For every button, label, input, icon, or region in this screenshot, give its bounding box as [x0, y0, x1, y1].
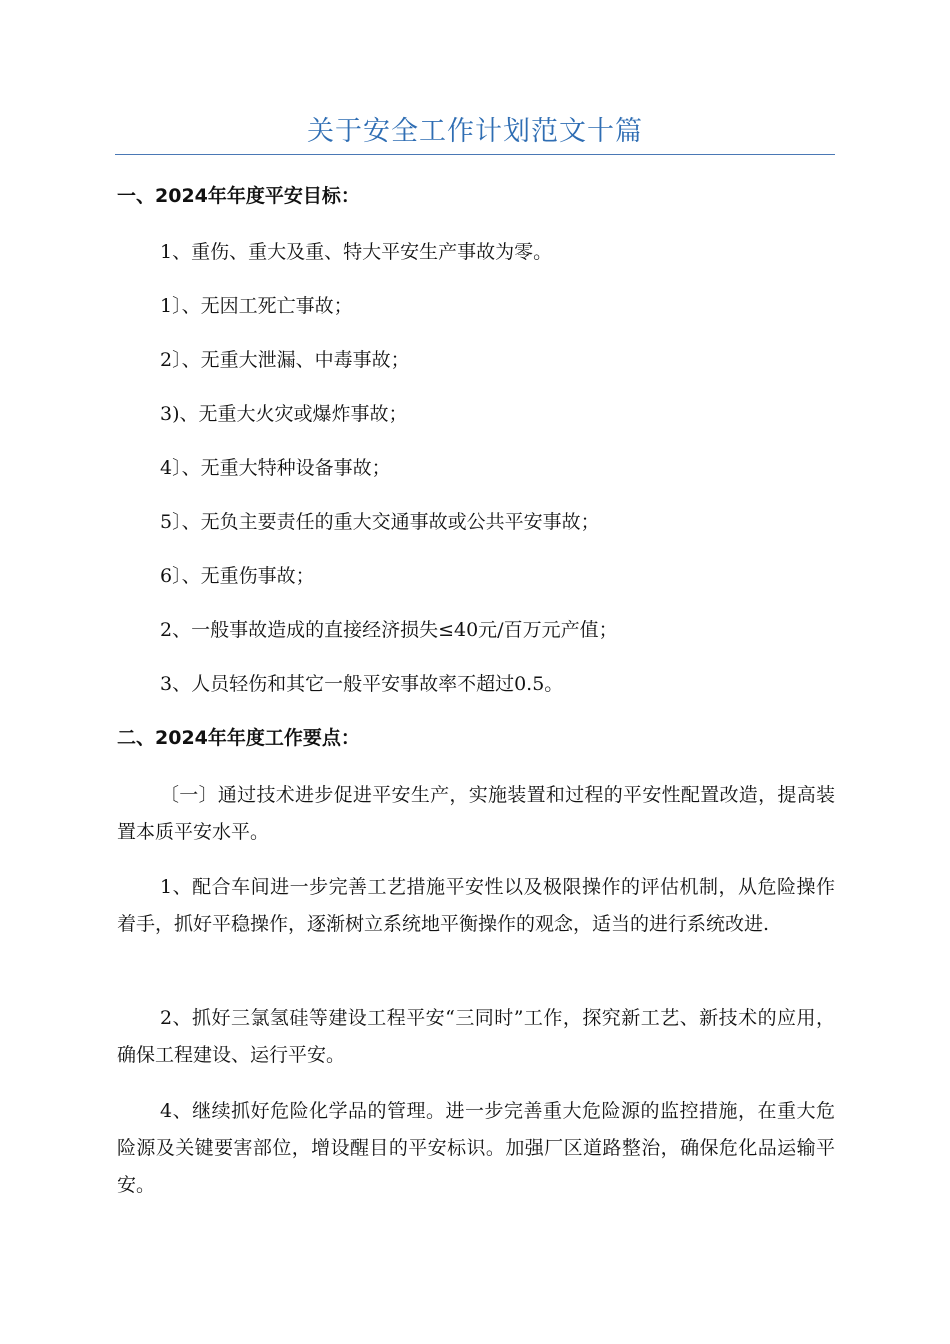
goal-item: 2、一般事故造成的直接经济损失≤40元/百万元产值；	[160, 619, 618, 641]
goal-item: 1〕、无因工死亡事故；	[160, 295, 353, 317]
document-title: 关于安全工作计划范文十篇	[307, 116, 643, 147]
goal-item: 5〕、无负主要责任的重大交通事故或公共平安事故；	[160, 511, 600, 533]
section-1-heading: 一、2024年年度平安目标：	[117, 185, 360, 207]
goal-item: 3、人员轻伤和其它一般平安事故率不超过0.5。	[160, 673, 564, 695]
goal-item: 1、重伤、重大及重、特大平安生产事故为零。	[160, 241, 553, 263]
work-point-paragraph: 1、配合车间进一步完善工艺措施平安性以及极限操作的评估机制，从危险操作着手，抓好平稳操作，逐渐树立系统地平衡操作的观念，适当的进行系统改进.	[117, 876, 835, 935]
work-point-paragraph: 2、抓好三氯氢硅等建设工程平安“三同时”工作，探究新工艺、新技术的应用，确保工程建设、运行平安。	[117, 1007, 835, 1066]
title-underline	[115, 154, 835, 155]
goal-item: 3)、无重大火灾或爆炸事故；	[160, 403, 408, 425]
work-point-paragraph: 4、继续抓好危险化学品的管理。进一步完善重大危险源的监控措施，在重大危险源及关键要害部位，增设醒目的平安标识。加强厂区道路整治，确保危化品运输平安。	[117, 1100, 835, 1196]
goal-item: 4〕、无重大特种设备事故；	[160, 457, 391, 479]
section-2-heading: 二、2024年年度工作要点：	[117, 727, 360, 749]
work-point-paragraph: 〔一〕通过技术进步促进平安生产，实施装置和过程的平安性配置改造，提高装置本质平安水平。	[117, 784, 835, 843]
goal-item: 2〕、无重大泄漏、中毒事故；	[160, 349, 410, 371]
goal-item: 6〕、无重伤事故；	[160, 565, 315, 587]
